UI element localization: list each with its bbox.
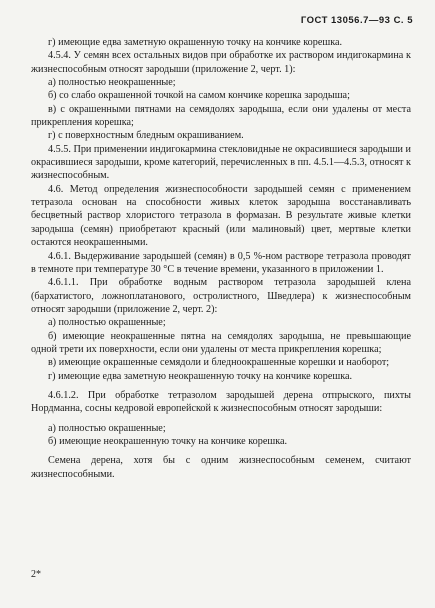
- paragraph-item-b-unstained-spots: б) имеющие неокрашенные пятна на семядолях зародыша, не превышающие одной трети их поверхности, если они удалены от места прикрепления корешка;: [31, 330, 411, 355]
- paragraph-item-b-unstained-tip: б) имеющие неокрашенную точку на кончике корешка.: [48, 435, 288, 447]
- paragraph-item-b-weak-dot: б) со слабо окрашенной точкой на самом кончике корешка зародыша;: [48, 90, 350, 102]
- paragraph-item-a-unstained: а) полностью неокрашенные;: [48, 77, 176, 89]
- paragraph-item-a-fully-stained-2: а) полностью окрашенные;: [48, 422, 166, 434]
- paragraph-item-v-spots-cotyledons: в) с окрашенными пятнами на семядолях зародыша, если они удалены от места прикрепления корешка;: [31, 103, 411, 129]
- paragraph-4-6-1-2: 4.6.1.2. При обработке тетразолом зародышей дерена отпрыского, пихты Нордманна, сосны кедровой европейской к жизнеспособным относят зародыши:: [31, 389, 411, 415]
- paragraph-item-g-trace-dot: г) имеющие едва заметную окрашенную точку на кончике корешка.: [48, 37, 343, 48]
- paragraph-closing-note: Семена дерена, хотя бы с одним жизнеспособным семенем, считают жизнеспособными.: [31, 455, 411, 480]
- paragraph-4-5-5: 4.5.5. При применении индигокармина стекловидные не окрасившиеся зародыши и окрасившиеся зародыши, кроме категорий, перечисленных в пп. 4.5.1—4.5.3, относят к жизнеспособным.: [31, 143, 411, 182]
- paragraph-4-6-1-1: 4.6.1.1. При обработке водным раствором тетразола зародышей клена (бархатистого, ложноплатанового, остролистного, Шведлера) к жизнеспособным относят зародыши (приложение 2, черт. 2):: [31, 277, 411, 315]
- paragraph-item-g-unstained-dot: г) имеющие едва заметную неокрашенную точку на кончике корешка.: [48, 370, 353, 382]
- paragraph-4-6-1: 4.6.1. Выдерживание зародышей (семян) в 0,5 %-ном растворе тетразола проводят в темноте при температуре 30 °С в течение времени, указанного в приложении 1.: [31, 250, 411, 275]
- running-head: ГОСТ 13056.7—93 С. 5: [300, 15, 413, 26]
- signature-mark: 2*: [31, 569, 41, 580]
- paragraph-4-6: 4.6. Метод определения жизнеспособности зародышей семян с применением тетразола основан на способности живых клеток зародыша восстанавливать бесцветный раствор хлористого тетразола в формазан. В результате живые клетки зародыша (семян) приобретают красный (или малиновый) цвет, мертвые клетки остаются неокрашенными.: [31, 183, 411, 249]
- paragraph-item-a-fully-stained: а) полностью окрашенные;: [48, 317, 166, 329]
- paragraph-4-5-4: 4.5.4. У семян всех остальных видов при обработке их раствором индигокармина к жизнеспособным относят зародыши (приложение 2, черт. 1):: [31, 50, 411, 75]
- document-body: [31, 36, 411, 481]
- paragraph-item-g-surface-staining: г) с поверхностным бледным окрашиванием.: [48, 130, 244, 142]
- paragraph-item-v-stained-cotyledons: в) имеющие окрашенные семядоли и бледноокрашенные корешки и наоборот;: [48, 357, 390, 369]
